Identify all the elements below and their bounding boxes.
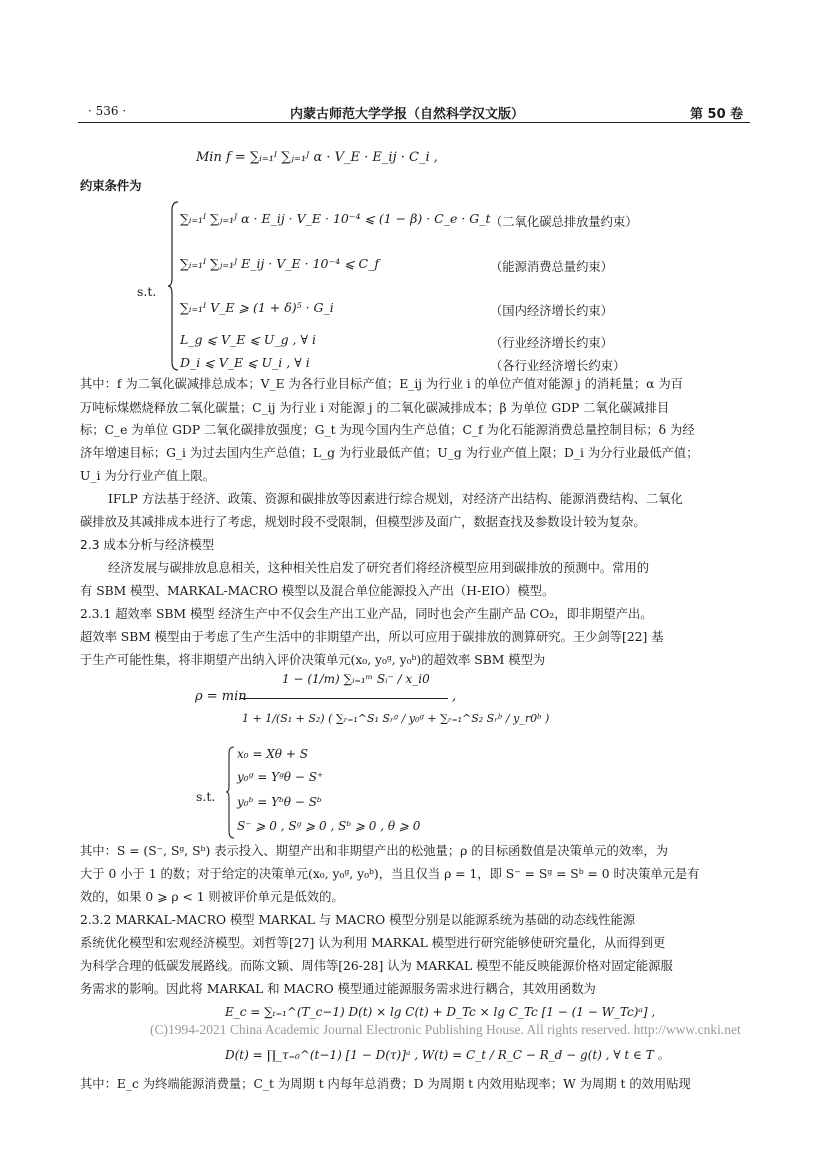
para-2-line-2: 碳排放及其减排成本进行了考虑，规划时段不受限制，但模型涉及面广，数据查找及参数设计较为复杂。 bbox=[80, 515, 646, 529]
para-1-line-4: 济年增速目标；G_i 为过去国内生产总值；L_g 为行业最低产值；U_g 为行业产值上限；D_i 为分行业最低产值； bbox=[80, 446, 699, 460]
markal-equation-2: D(t) = ∏_τ₌₀^(t−1) [1 − D(τ)]ᵃ , W(t) = C_t / R_C − R_d − g(t) , ∀ t ∈ T 。 bbox=[225, 1048, 670, 1062]
para-1-line-5: U_i 为分行业产值上限。 bbox=[80, 469, 216, 483]
constraint-1: ∑ᵢ₌₁ᴵ ∑ⱼ₌₁ᴶ α · E_ij · V_E · 10⁻⁴ ⩽ (1 − β) · C_e · G_t bbox=[180, 211, 491, 226]
section-2-3-2-line-2: 系统优化模型和宏观经济模型。刘哲等[27] 认为利用 MARKAL 模型进行研究能够使研究量化，从而得到更 bbox=[80, 936, 666, 950]
section-2-3-1-line-1: 2.3.1 超效率 SBM 模型 经济生产中不仅会生产出工业产品，同时也会产生副产品 CO₂，即非期望产出。 bbox=[80, 607, 653, 621]
volume-label: 第 50 卷 bbox=[690, 107, 744, 122]
constraint-4-tag: （行业经济增长约束） bbox=[490, 336, 613, 350]
para-4-line-1: 其中：S = (S⁻, Sᵍ, Sᵇ) 表示投入、期望产出和非期望产出的松弛量；ρ 的目标函数值是决策单元的效率，为 bbox=[80, 844, 669, 858]
sbm-brace bbox=[226, 745, 236, 840]
objective-equation: Min f = ∑ᵢ₌₁ᴵ ∑ⱼ₌₁ᴶ α · V_E · E_ij · C_i , bbox=[196, 150, 438, 165]
sbm-st-label: s.t. bbox=[196, 789, 216, 804]
para-1-line-2: 万吨标煤燃烧释放二氧化碳量；C_ij 为行业 i 对能源 j 的二氧化碳减排成本；β 为单位 GDP 二氧化碳减排目 bbox=[80, 401, 670, 415]
para-3-line-1: 经济发展与碳排放息息相关，这种相关性启发了研究者们将经济模型应用到碳排放的预测中。常用的 bbox=[108, 561, 650, 575]
sbm-numerator: 1 − (1/m) ∑ᵢ₌₁ᵐ Sᵢ⁻ / x_i0 bbox=[282, 672, 430, 686]
journal-title: 内蒙古师范大学学报（自然科学汉文版） bbox=[290, 107, 525, 122]
constraint-5: D_i ⩽ V_E ⩽ U_i , ∀ i bbox=[180, 355, 310, 370]
section-2-3-2-line-3: 为科学合理的低碳发展路线。而陈文颖、周伟等[26-28] 认为 MARKAL 模型不能反映能源价格对固定能源服 bbox=[80, 959, 673, 973]
section-2-3-1-line-2: 超效率 SBM 模型由于考虑了生产生活中的非期望产出，所以可应用于碳排放的测算研究。王少剑等[22] 基 bbox=[80, 630, 664, 644]
para-4-line-2: 大于 0 小于 1 的数；对于给定的决策单元(x₀, y₀ᵍ, y₀ᵇ)，当且仅当 ρ = 1，即 S⁻ = Sᵍ = Sᵇ = 0 时决策单元是有 bbox=[80, 867, 700, 881]
constraint-5-tag: （各行业经济增长约束） bbox=[490, 359, 626, 373]
sbm-denominator: 1 + 1/(S₁ + S₂) ( ∑ᵣ₌₁^S₁ Sᵣᵍ / y₀ᵍ + ∑ᵣ₌₁^S₂ Sᵣᵇ / y_r0ᵇ ) bbox=[242, 712, 550, 725]
sbm-rho: ρ = min bbox=[195, 689, 247, 704]
section-2-3-heading: 2.3 成本分析与经济模型 bbox=[80, 538, 215, 552]
constraint-3: ∑ᵢ₌₁ᴵ V_E ⩾ (1 + δ)⁵ · G_i bbox=[180, 300, 334, 315]
para-2-line-1: IFLP 方法基于经济、政策、资源和碳排放等因素进行综合规划，对经济产出结构、能源消费结构、二氧化 bbox=[108, 492, 683, 506]
sbm-constraint-4: S⁻ ⩾ 0 , Sᵍ ⩾ 0 , Sᵇ ⩾ 0 , θ ⩾ 0 bbox=[237, 819, 421, 833]
sbm-constraint-1: x₀ = Xθ + S bbox=[237, 747, 308, 761]
cnki-watermark: (C)1994-2021 China Academic Journal Electronic Publishing House. All rights reserved. http://www.cnki.net bbox=[150, 1022, 741, 1037]
para-4-line-3: 效的，如果 0 ⩾ ρ < 1 则被评价单元是低效的。 bbox=[80, 890, 344, 904]
left-brace bbox=[168, 200, 180, 372]
sbm-fraction-bar bbox=[240, 698, 448, 699]
constraint-4: L_g ⩽ V_E ⩽ U_g , ∀ i bbox=[180, 332, 317, 347]
para-1-line-1: 其中：f 为二氧化碳减排总成本；V_E 为各行业目标产值；E_ij 为行业 i 的单位产值对能源 j 的消耗量；α 为百 bbox=[80, 377, 683, 391]
constraint-2: ∑ᵢ₌₁ᴵ ∑ⱼ₌₁ᴶ E_ij · V_E · 10⁻⁴ ⩽ C_f bbox=[180, 256, 379, 271]
constraint-1-tag: （二氧化碳总排放量约束） bbox=[490, 215, 638, 229]
section-2-3-1-line-3: 于生产可能性集，将非期望产出纳入评价决策单元(x₀, y₀ᵍ, y₀ᵇ)的超效率 SBM 模型为 bbox=[80, 653, 546, 667]
markal-equation-1: E_c = ∑ₜ₌₁^(T_c−1) D(t) × lg C(t) + D_Tc × lg C_Tc [1 − (1 − W_Tc)ᵃ] , bbox=[225, 1005, 656, 1019]
page-number: · 536 · bbox=[88, 104, 127, 118]
sbm-comma: , bbox=[452, 689, 457, 704]
constraints-intro: 约束条件为 bbox=[80, 179, 142, 193]
constraint-2-tag: （能源消费总量约束） bbox=[490, 260, 613, 274]
sbm-constraint-3: y₀ᵇ = Yᵇθ − Sᵇ bbox=[237, 795, 322, 809]
st-label: s.t. bbox=[137, 284, 157, 299]
header-rule bbox=[78, 122, 750, 123]
sbm-constraint-2: y₀ᵍ = Yᵍθ − S⁺ bbox=[237, 770, 324, 784]
para-3-line-2: 有 SBM 模型、MARKAL-MACRO 模型以及混合单位能源投入产出（H-EIO）模型。 bbox=[80, 584, 555, 598]
para-5-line-1: 其中：E_c 为终端能源消费量；C_t 为周期 t 内每年总消费；D 为周期 t 内效用贴现率；W 为周期 t 的效用贴现 bbox=[80, 1077, 691, 1091]
constraint-3-tag: （国内经济增长约束） bbox=[490, 304, 613, 318]
para-1-line-3: 标；C_e 为单位 GDP 二氧化碳排放强度；G_t 为现今国内生产总值；C_f 为化石能源消费总量控制目标；δ 为经 bbox=[80, 423, 695, 437]
section-2-3-2-line-1: 2.3.2 MARKAL-MACRO 模型 MARKAL 与 MACRO 模型分别是以能源系统为基础的动态线性能源 bbox=[80, 913, 636, 927]
section-2-3-2-line-4: 务需求的影响。因此将 MARKAL 和 MACRO 模型通过能源服务需求进行耦合，其效用函数为 bbox=[80, 982, 596, 996]
